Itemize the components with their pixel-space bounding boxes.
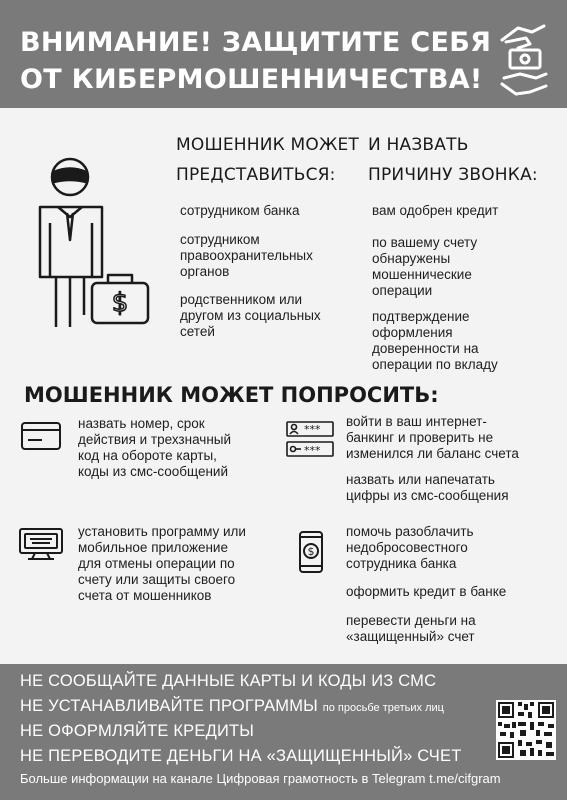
password-login-icon [286, 420, 334, 458]
reason-heading [368, 130, 538, 190]
warning-install-main: НЕ УСТАНАВЛИВАЙТЕ ПРОГРАММЫ [20, 697, 318, 715]
item-line: код на обороте карты, [78, 448, 217, 463]
computer-monitor-icon [18, 527, 64, 561]
warning-credits: НЕ ОФОРМЛЯЙТЕ КРЕДИТЫ [20, 722, 255, 740]
item-line: органов [180, 264, 230, 279]
svg-text:$: $ [307, 545, 315, 558]
header-banner [0, 0, 567, 108]
introduce-heading [176, 130, 359, 190]
ask-card-item [78, 416, 231, 480]
reason-item [372, 309, 498, 373]
item-line: изменился ли баланс счета [346, 446, 519, 461]
item-line: операции [372, 283, 433, 298]
masked-fraudster-icon [32, 155, 156, 330]
item-line: мошеннические [372, 267, 472, 282]
hand-money-icon [496, 22, 552, 98]
item-line: другом из социальных [180, 308, 321, 323]
ask-phone-item-3 [346, 613, 476, 645]
ask-banking-item-2 [346, 472, 509, 504]
item-line: для отмены операции по [78, 556, 235, 571]
introduce-heading-line2: ПРЕДСТАВИТЬСЯ: [176, 165, 336, 185]
svg-text:$: $ [111, 288, 129, 318]
footer-banner [0, 664, 567, 800]
item-line: недобросовестного [346, 540, 468, 555]
item-line: счету или защиты своего [78, 572, 236, 587]
item-line: мобильное приложение [78, 540, 228, 555]
warning-transfer: НЕ ПЕРЕВОДИТЕ ДЕНЬГИ НА «ЗАЩИЩЕННЫЙ» СЧЕТ [20, 747, 462, 765]
introduce-item [180, 232, 313, 280]
item-line: действия и трехзначный [78, 432, 232, 447]
reason-heading-line1: И НАЗВАТЬ [368, 135, 469, 155]
warning-install [20, 697, 444, 716]
telegram-info: Больше информации на канале Цифровая грамотность в Telegram t.me/cifgram [20, 771, 501, 786]
page-title [20, 24, 491, 98]
item-line: коды из смс-сообщений [78, 464, 229, 479]
svg-text:***: *** [304, 423, 321, 436]
item-line: родственником или [180, 292, 303, 307]
reason-heading-line2: ПРИЧИНУ ЗВОНКА: [368, 165, 538, 185]
item-line: цифры из смс-сообщения [346, 488, 509, 503]
introduce-heading-line1: МОШЕННИК МОЖЕТ [176, 135, 360, 155]
item-line: оформить кредит в банке [346, 584, 507, 599]
item-line: обнаружены [372, 251, 451, 266]
warning-install-note: по просьбе третьих лиц [322, 702, 444, 714]
item-line: установить программу или [78, 524, 246, 539]
bank-card-icon [20, 421, 62, 451]
reason-item [372, 203, 498, 219]
warning-card-data: НЕ СООБЩАЙТЕ ДАННЫЕ КАРТЫ И КОДЫ ИЗ СМС [20, 672, 437, 690]
ask-banking-item-1 [346, 414, 519, 462]
item-line: банкинг и проверить не [346, 430, 494, 445]
title-line-2: ОТ КИБЕРМОШЕННИЧЕСТВА! [20, 64, 483, 95]
introduce-item [180, 292, 321, 340]
reason-item [372, 235, 477, 299]
item-line: назвать или напечатать [346, 472, 495, 487]
ask-phone-item-1 [346, 524, 474, 572]
item-line: оформления [372, 325, 453, 340]
item-line: войти в ваш интернет- [346, 414, 487, 429]
ask-heading: МОШЕННИК МОЖЕТ ПОПРОСИТЬ: [24, 383, 439, 407]
item-line: перевести деньги на [346, 613, 476, 628]
item-line: сотрудником [180, 232, 260, 247]
item-line: назвать номер, срок [78, 416, 205, 431]
item-line: «защищенный» счет [346, 629, 475, 644]
item-line: правоохранительных [180, 248, 313, 263]
item-line: сетей [180, 324, 215, 339]
item-line: помочь разоблачить [346, 524, 474, 539]
introduce-item [180, 203, 300, 219]
ask-phone-item-2 [346, 584, 506, 600]
item-line: сотрудника банка [346, 556, 457, 571]
item-line: сотрудником банка [180, 203, 300, 218]
item-line: подтверждение [372, 309, 470, 324]
item-line: вам одобрен кредит [372, 203, 499, 218]
item-line: счета от мошенников [78, 588, 212, 603]
item-line: по вашему счету [372, 235, 478, 250]
svg-text:***: *** [304, 444, 321, 457]
qr-code-icon [496, 700, 556, 760]
ask-install-item [78, 524, 246, 604]
item-line: операции по вкладу [372, 357, 498, 372]
item-line: доверенности на [372, 341, 479, 356]
smartphone-money-icon [298, 530, 324, 574]
title-line-1: ВНИМАНИЕ! ЗАЩИТИТЕ СЕБЯ [20, 27, 492, 58]
